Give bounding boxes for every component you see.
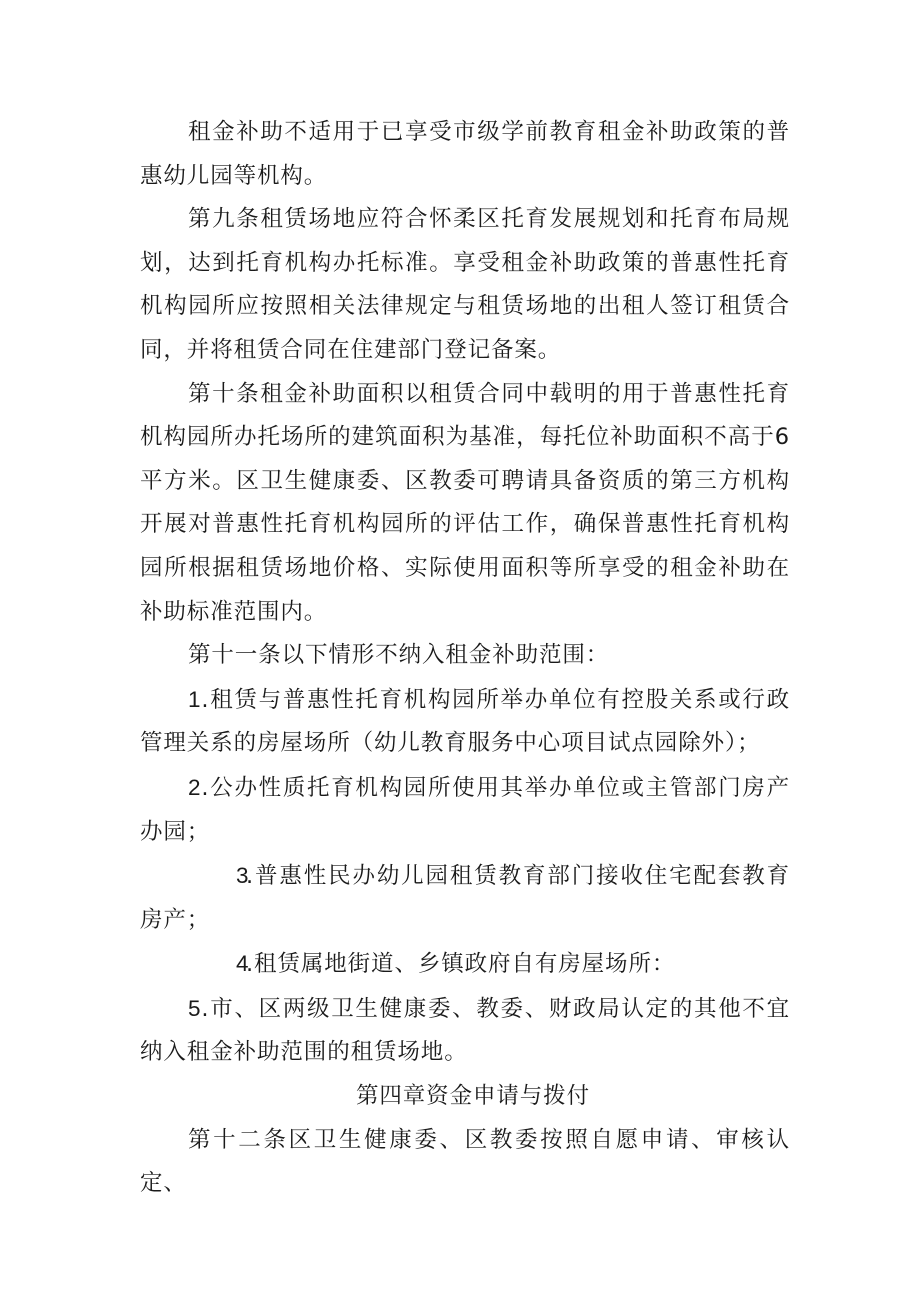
paragraph-article-10: 第十条租金补助面积以租赁合同中载明的用于普惠性托育机构园所办托场所的建筑面积为基准，每托位补助面积不高于6平方米。区卫生健康委、区教委可聘请具备资质的第三方机构开展对普惠性托育机构园所的评估工作，确保普惠性托育机构园所根据租赁场地价格、实际使用面积等所享受的租金补助在补助标准范围内。 (140, 380, 790, 625)
list-item-text: .市、区两级卫生健康委、教委、财政局认定的其他不宜纳入租金补助范围的租赁场地。 (140, 995, 790, 1066)
list-item-number: 2 (188, 774, 202, 800)
list-item-text: .租赁属地街道、乡镇政府自有房屋场所： (246, 951, 676, 978)
chapter-heading: 第四章资金申请与拨付 (355, 1083, 590, 1110)
paragraph-rent-subsidy-exclusion: 租金补助不适用于已享受市级学前教育租金补助政策的普惠幼儿园等机构。 (140, 119, 790, 189)
list-item-text: .租赁与普惠性托育机构园所举办单位有控股关系或行政管理关系的房屋场所（幼儿教育服务中心项目试点园除外）； (140, 686, 790, 757)
list-item-number: 1 (188, 686, 202, 712)
list-item-number: 5 (188, 995, 202, 1021)
document-body (140, 111, 790, 1206)
list-item-5 (140, 987, 790, 1075)
list-item-1 (140, 678, 790, 766)
list-item-number: 4 (236, 951, 250, 977)
list-item-2 (140, 766, 790, 854)
list-item-text: .公办性质托育机构园所使用其举办单位或主管部门房产办园； (140, 774, 790, 845)
list-item-text: .普惠性民办幼儿园租赁教育部门接收住宅配套教育房产； (140, 863, 790, 933)
paragraph-article-11: 第十一条以下情形不纳入租金补助范围： (188, 642, 610, 669)
paragraph-article-9: 第九条租赁场地应符合怀柔区托育发展规划和托育布局规划，达到托育机构办托标准。享受租金补助政策的普惠性托育机构园所应按照相关法律规定与租赁场地的出租人签订租赁合同，并将租赁合同在住建部门登记备案。 (140, 206, 790, 363)
list-item-4 (140, 942, 790, 987)
list-item-number: 3 (236, 863, 250, 889)
list-item-3 (140, 854, 790, 942)
paragraph-article-12: 第十二条区卫生健康委、区教委按照自愿申请、审核认定、 (140, 1126, 790, 1197)
